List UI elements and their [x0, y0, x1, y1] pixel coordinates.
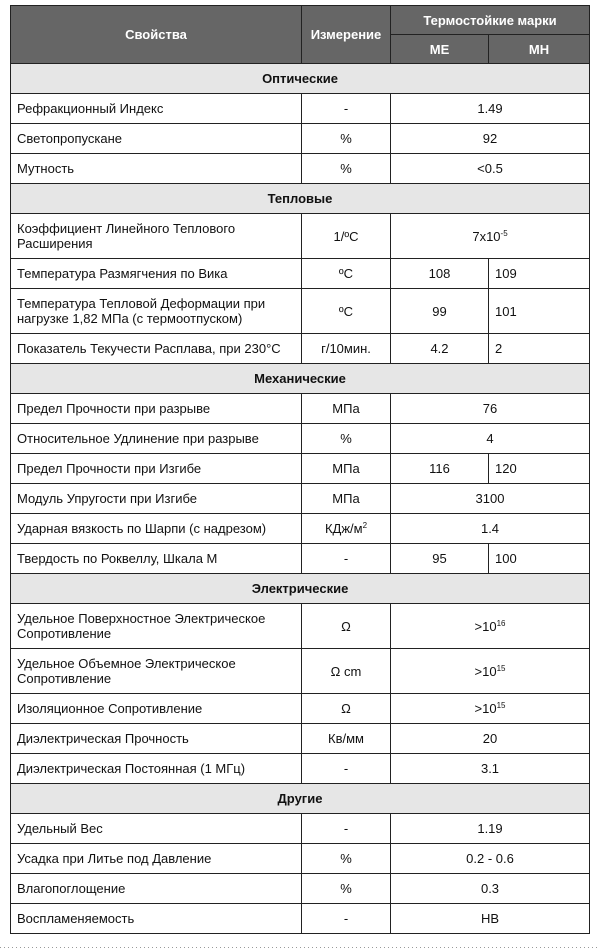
property-value — [391, 694, 590, 724]
value-mh: 120 — [489, 454, 590, 484]
property-unit: - — [302, 94, 391, 124]
value-exponent: -5 — [500, 228, 508, 238]
property-unit: % — [302, 424, 391, 454]
property-unit: г/10мин. — [302, 334, 391, 364]
property-value: 0.3 — [391, 874, 590, 904]
property-unit: % — [302, 874, 391, 904]
value-base: 7x10 — [472, 228, 501, 244]
value-exponent: 15 — [496, 663, 506, 673]
property-value: HB — [391, 904, 590, 934]
property-value — [391, 649, 590, 694]
property-name: Светопропускане — [11, 124, 302, 154]
table-row — [11, 484, 590, 514]
section-other: Другие — [11, 784, 590, 814]
property-value: 1.4 — [391, 514, 590, 544]
table-row — [11, 394, 590, 424]
table-row — [11, 124, 590, 154]
value-base: >10 — [474, 701, 497, 716]
property-name: Удельный Вес — [11, 814, 302, 844]
property-name: Относительное Удлинение при разрыве — [11, 424, 302, 454]
property-value: 1.49 — [391, 94, 590, 124]
property-unit: Ω — [302, 694, 391, 724]
property-name: Температура Размягчения по Вика — [11, 259, 302, 289]
table-row — [11, 289, 590, 334]
section-electrical: Электрические — [11, 574, 590, 604]
property-unit: - — [302, 544, 391, 574]
property-unit: Кв/мм — [302, 724, 391, 754]
table-row — [11, 514, 590, 544]
property-unit: % — [302, 844, 391, 874]
property-name: Мутность — [11, 154, 302, 184]
property-name: Коэффициент Линейного Теплового Расширения — [11, 214, 302, 259]
property-name: Изоляционное Сопротивление — [11, 694, 302, 724]
property-name: Воспламеняемость — [11, 904, 302, 934]
property-unit: МПа — [302, 484, 391, 514]
property-unit: % — [302, 154, 391, 184]
property-name: Твердость по Роквеллу, Шкала М — [11, 544, 302, 574]
value-exponent: 16 — [496, 618, 506, 628]
header-measurement: Измерение — [302, 6, 391, 64]
table-row — [11, 874, 590, 904]
property-name: Ударная вязкость по Шарпи (с надрезом) — [11, 514, 302, 544]
table-row — [11, 604, 590, 649]
property-name: Температура Тепловой Деформации при нагрузке 1,82 МПа (с термоотпуском) — [11, 289, 302, 334]
property-unit: Ω — [302, 604, 391, 649]
property-unit: - — [302, 754, 391, 784]
value-me: 116 — [391, 454, 489, 484]
property-unit: Ω cm — [302, 649, 391, 694]
table-row — [11, 814, 590, 844]
property-name: Модуль Упругости при Изгибе — [11, 484, 302, 514]
property-value: 0.2 - 0.6 — [391, 844, 590, 874]
value-base: >10 — [474, 663, 497, 679]
property-name: Показатель Текучести Расплава, при 230°C — [11, 334, 302, 364]
property-name: Влагопоглощение — [11, 874, 302, 904]
table-row — [11, 649, 590, 694]
property-value: 20 — [391, 724, 590, 754]
value-mh: 100 — [489, 544, 590, 574]
property-name: Удельное Объемное Электрическое Сопротивление — [11, 649, 302, 694]
value-base: >10 — [474, 618, 497, 634]
table-row — [11, 454, 590, 484]
table-row — [11, 94, 590, 124]
property-unit: МПа — [302, 394, 391, 424]
value-me: 99 — [391, 289, 489, 334]
property-value: 3100 — [391, 484, 590, 514]
property-name: Предел Прочности при Изгибе — [11, 454, 302, 484]
table-row — [11, 844, 590, 874]
property-name: Усадка при Литье под Давление — [11, 844, 302, 874]
property-unit: ºC — [302, 259, 391, 289]
property-unit — [302, 514, 391, 544]
value-mh: 2 — [489, 334, 590, 364]
value-exponent: 15 — [496, 701, 506, 710]
property-name: Предел Прочности при разрыве — [11, 394, 302, 424]
unit-base: КДж/м — [324, 521, 363, 536]
property-unit: МПа — [302, 454, 391, 484]
table-row — [11, 694, 590, 724]
value-mh: 109 — [489, 259, 590, 289]
property-value: 92 — [391, 124, 590, 154]
value-me: 4.2 — [391, 334, 489, 364]
header-properties: Свойства — [11, 6, 302, 64]
section-mechanical: Механические — [11, 364, 590, 394]
value-me: 95 — [391, 544, 489, 574]
property-value: 76 — [391, 394, 590, 424]
table-row — [11, 544, 590, 574]
table-row — [11, 754, 590, 784]
section-thermal: Тепловые — [11, 184, 590, 214]
property-value: 4 — [391, 424, 590, 454]
property-unit: ºC — [302, 289, 391, 334]
property-name: Диэлектрическая Прочность — [11, 724, 302, 754]
header-grades: Термостойкие марки — [391, 6, 590, 35]
table-row — [11, 724, 590, 754]
property-value — [391, 604, 590, 649]
property-unit: - — [302, 814, 391, 844]
table-row — [11, 214, 590, 259]
section-optical: Оптические — [11, 64, 590, 94]
property-name: Рефракционный Индекс — [11, 94, 302, 124]
page-edge-dotted-line — [0, 944, 599, 951]
property-unit: - — [302, 904, 391, 934]
properties-table — [10, 5, 590, 934]
table-row — [11, 154, 590, 184]
header-grade-me: МЕ — [391, 35, 489, 64]
table-row — [11, 424, 590, 454]
property-value: 3.1 — [391, 754, 590, 784]
table-row — [11, 334, 590, 364]
property-value: <0.5 — [391, 154, 590, 184]
property-name: Диэлектрическая Постоянная (1 МГц) — [11, 754, 302, 784]
unit-exponent: 2 — [362, 521, 368, 530]
header-grade-mh: МН — [489, 35, 590, 64]
property-value: 1.19 — [391, 814, 590, 844]
value-mh: 101 — [489, 289, 590, 334]
property-name: Удельное Поверхностное Электрическое Сопротивление — [11, 604, 302, 649]
table-row — [11, 904, 590, 934]
property-unit: 1/ºC — [302, 214, 391, 259]
property-value — [391, 214, 590, 259]
property-unit: % — [302, 124, 391, 154]
table-row — [11, 259, 590, 289]
value-me: 108 — [391, 259, 489, 289]
